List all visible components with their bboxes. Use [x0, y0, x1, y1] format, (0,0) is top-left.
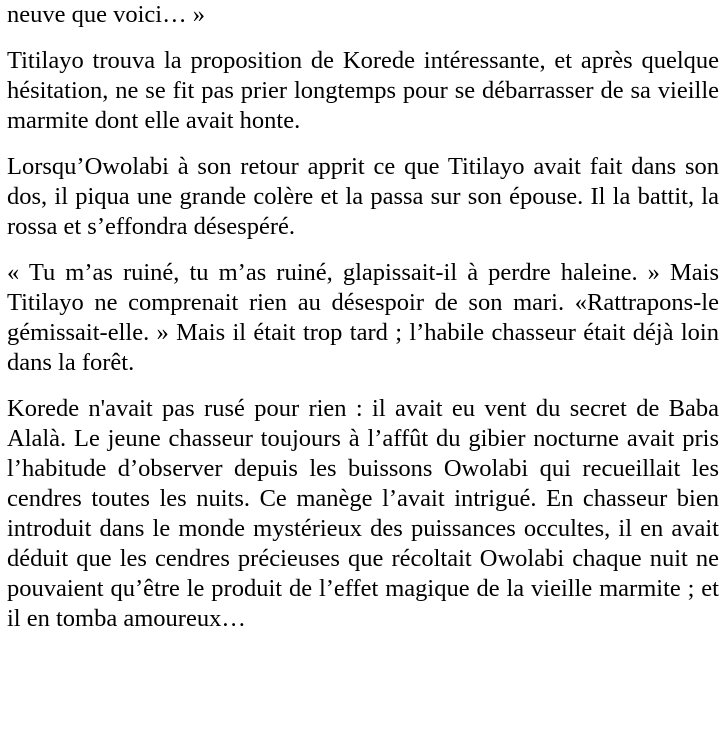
paragraph-4: « Tu m’as ruiné, tu m’as ruiné, glapissait-il à perdre haleine. » Mais Titilayo ne comprenait rien au désespoir de son mari. «Rattrapons-le gémissait-elle. » Mais il était trop tard ; l’habile chasseur était déjà loin dans la forêt.: [7, 259, 719, 376]
paragraph-1: neuve que voici… »: [7, 1, 205, 28]
paragraph-2: Titilayo trouva la proposition de Korede intéressante, et après quelque hésitation, ne se fit pas prier longtemps pour se débarrasser de sa vieille marmite dont elle avait honte.: [7, 47, 719, 134]
paragraph-3: Lorsqu’Owolabi à son retour apprit ce que Titilayo avait fait dans son dos, il piqua une grande colère et la passa sur son épouse. Il la battit, la rossa et s’effondra désespéré.: [7, 153, 719, 240]
paragraph-5: Korede n'avait pas rusé pour rien : il avait eu vent du secret de Baba Alalà. Le jeune chasseur toujours à l’affût du gibier nocturne avait pris l’habitude d’observer depuis les buissons Owolabi qui recueillait les cendres toutes les nuits. Ce manège l’avait intrigué. En chasseur bien introduit dans le monde mystérieux des puissances occultes, il en avait déduit que les cendres précieuses que récoltait Owolabi chaque nuit ne pouvaient qu’être le produit de l’effet magique de la vieille marmite ; et il en tomba amoureux…: [7, 395, 719, 632]
paragraph-spacer: [7, 30, 719, 46]
paragraph-spacer: [7, 378, 719, 394]
paragraph-spacer: [7, 242, 719, 258]
paragraph-spacer: [7, 136, 719, 152]
document-page: [7, 0, 719, 634]
